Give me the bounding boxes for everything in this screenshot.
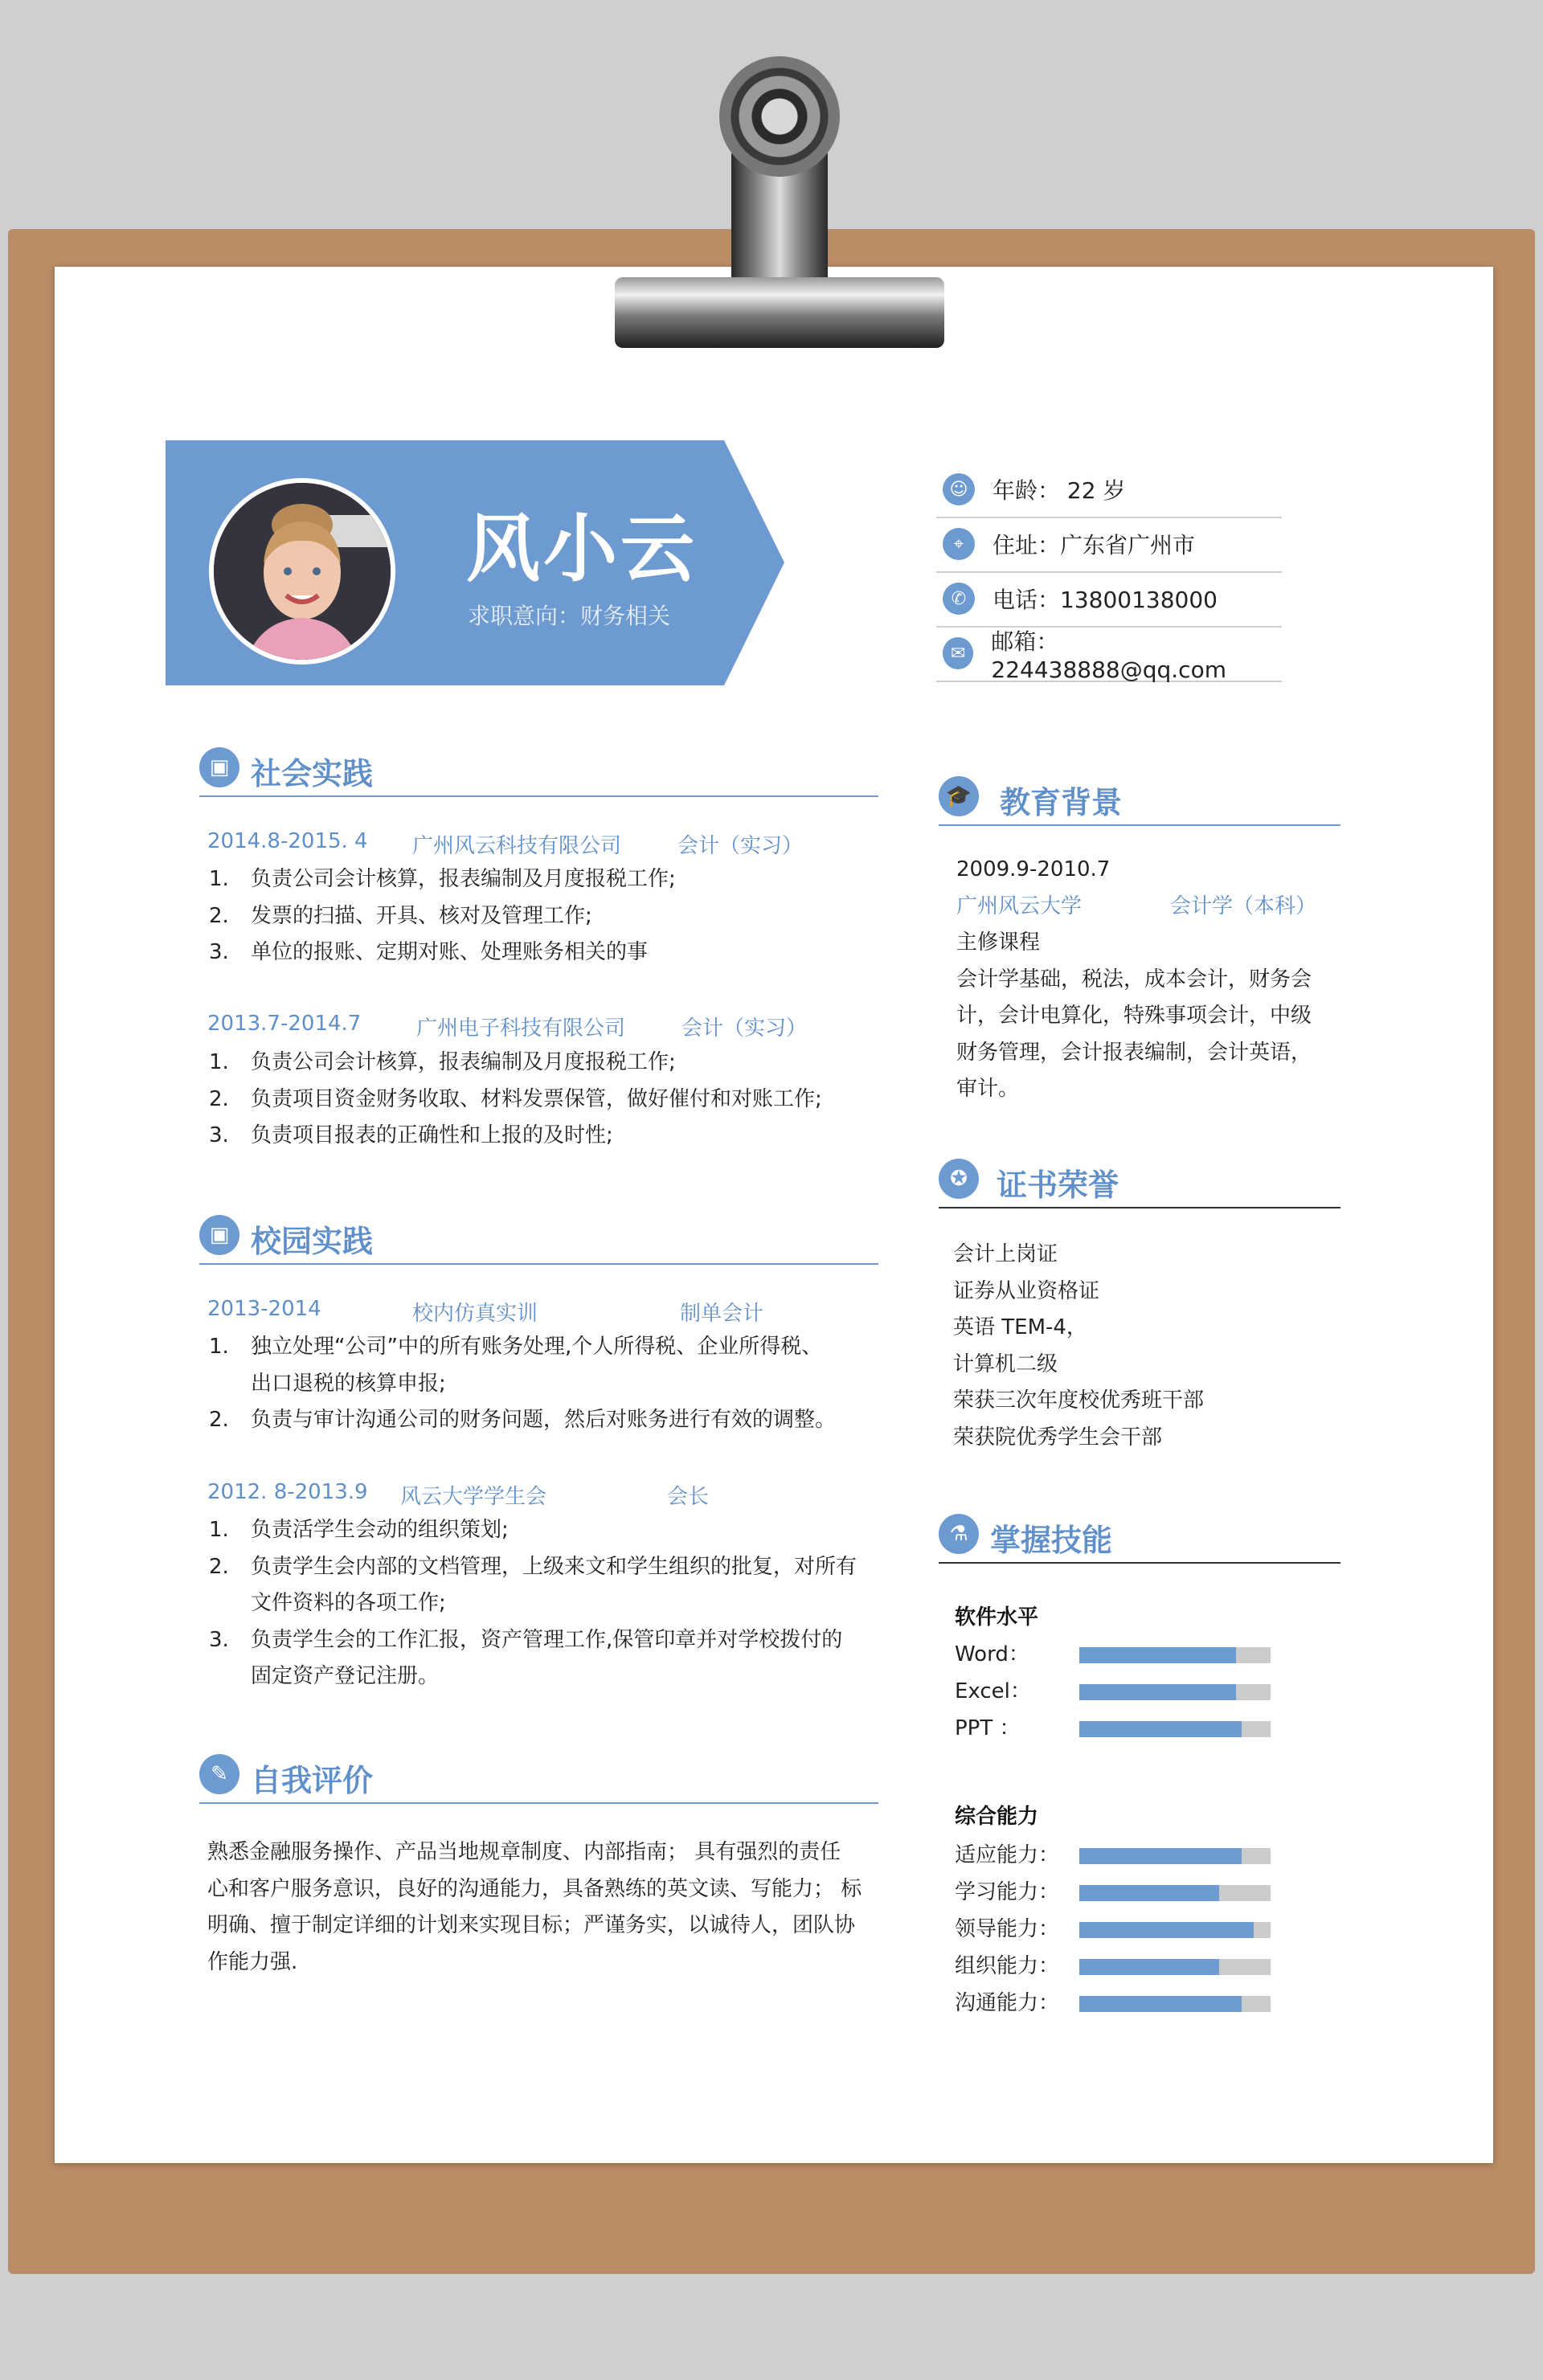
section-self-eval: [199, 1754, 878, 1804]
entry-list: [207, 1512, 857, 1695]
contact-text: 电话：13800138000: [993, 587, 1218, 613]
skill-track: [1079, 1922, 1271, 1938]
skill-fill: [1079, 1959, 1219, 1975]
self-eval-text: 熟悉金融服务操作、产品当地规章制度、内部指南； 具有强烈的责任 心和客户服务意识，良好的沟通能力，具备熟练的英文读、写能力； 标 明确、擅于制定详细的计划来实现目标；严谨务实，以诚待人，团队协 作能力强.: [207, 1840, 862, 1974]
edit-icon: ✎: [199, 1754, 239, 1794]
section-title: 证书荣誉: [997, 1168, 1119, 1203]
list-item: 2. 发票的扫描、开具、核对及管理工作;: [209, 903, 592, 928]
skill-track: [1079, 1885, 1271, 1901]
skill-fill: [1079, 1885, 1219, 1901]
software-title: 软件水平: [955, 1605, 1039, 1630]
education-date: 2009.9-2010.7: [956, 857, 1111, 881]
section-title: 掌握技能: [990, 1523, 1113, 1558]
cert-item: 会计上岗证: [953, 1242, 1058, 1266]
briefcase-icon: ▣: [199, 1215, 239, 1255]
avatar: [209, 478, 395, 665]
skill-track: [1079, 1721, 1271, 1737]
skill-fill: [1079, 1647, 1236, 1663]
list-item-continued: 文件资料的各项工作;: [251, 1591, 446, 1615]
list-item: 1. 独立处理“公司”中的所有账务处理,个人所得税、企业所得税、: [209, 1335, 823, 1359]
list-item: 2. 负责学生会内部的文档管理，上级来文和学生组织的批复，对所有: [209, 1554, 857, 1579]
skill-fill: [1079, 1684, 1236, 1700]
entry-role: 会计（实习）: [677, 834, 804, 858]
contact-address: [936, 517, 1282, 573]
education-school-row: [956, 889, 1317, 926]
certs-list: [953, 1237, 1204, 1456]
skill-fill: [1079, 1721, 1242, 1737]
skill-track: [1079, 1684, 1271, 1700]
entry-list: [207, 861, 676, 971]
section-social: [199, 747, 878, 797]
skill-ppt: [955, 1710, 1284, 1742]
skill-fill: [1079, 1922, 1254, 1938]
skill-fill: [1079, 1848, 1242, 1864]
ability-title: 综合能力: [955, 1805, 1039, 1829]
list-item: 3. 负责项目报表的正确性和上报的及时性;: [209, 1123, 613, 1147]
contact-text: 邮箱：224438888@qq.com: [991, 628, 1226, 683]
cert-item: 证券从业资格证: [953, 1278, 1100, 1303]
list-item-continued: 固定资产登记注册。: [251, 1664, 440, 1688]
cert-item: 荣获院优秀学生会干部: [953, 1425, 1163, 1450]
skill-fill: [1079, 1996, 1242, 2012]
list-item: 1. 负责公司会计核算，报表编制及月度报税工作;: [209, 1050, 676, 1074]
entry-date: 2014.8-2015. 4: [207, 829, 368, 853]
skill-label: PPT ：: [955, 1716, 1021, 1740]
entry-list: [207, 1045, 822, 1155]
job-intent: 求职意向：财务相关: [468, 603, 671, 629]
clip-base: [615, 277, 944, 348]
entry-date: 2013-2014: [207, 1297, 321, 1321]
school: 广州风云大学: [956, 894, 1083, 918]
section-title: 社会实践: [251, 756, 374, 791]
graduation-cap-icon: 🎓: [939, 776, 979, 816]
flask-icon: ⚗: [939, 1514, 979, 1554]
education-block: 2009.9-2010.7 广州风云大学 会计学（本科） 主修课程 会计学基础，税法，成本会计，财务会 计，会计电算化，特殊事项会计，中级 财务管理，会计报表编制，会计英语， 审计。: [956, 852, 1312, 1108]
entry-role: 会计（实习）: [681, 1016, 808, 1041]
section-skills: [939, 1514, 1340, 1564]
skill-track: [1079, 1848, 1271, 1864]
location-pin-icon: ⌖: [943, 528, 975, 560]
section-education: [939, 776, 1340, 826]
skill-track: [1079, 1996, 1271, 2012]
skill-track: [1079, 1647, 1271, 1663]
contact-email: [936, 626, 1282, 682]
cert-item: 英语 TEM-4，: [953, 1315, 1087, 1339]
skill-learn: [955, 1874, 1284, 1906]
section-campus: [199, 1215, 878, 1265]
list-item: 2. 负责项目资金财务收取、材料发票保管，做好催付和对账工作;: [209, 1086, 822, 1111]
entry-org: 广州风云科技有限公司: [412, 834, 622, 858]
briefcase-icon: ▣: [199, 747, 239, 787]
entry-role: 会长: [667, 1485, 710, 1509]
entry-list: [207, 1329, 836, 1439]
list-item-continued: 出口退税的核算申报;: [251, 1371, 446, 1396]
skill-label: 领导能力：: [955, 1917, 1060, 1941]
skill-organize: [955, 1948, 1284, 1980]
section-title: 自我评价: [251, 1763, 374, 1798]
skill-label: 组织能力：: [955, 1954, 1060, 1978]
contact-age: [936, 462, 1282, 518]
binder-clip-icon: [719, 56, 840, 177]
cert-item: 荣获三次年度校优秀班干部: [953, 1388, 1205, 1413]
entry-org: 风云大学学生会: [400, 1485, 547, 1509]
list-item: 3. 单位的报账、定期对账、处理账务相关的事: [209, 940, 649, 964]
entry-date: 2013.7-2014.7: [207, 1012, 362, 1036]
skill-label: Word：: [955, 1642, 1029, 1666]
list-item: 2. 负责与审计沟通公司的财务问题，然后对账务进行有效的调整。: [209, 1408, 837, 1432]
skill-communicate: [955, 1985, 1284, 2017]
skill-label: 沟通能力：: [955, 1991, 1060, 2015]
courses-label: 主修课程: [956, 930, 1041, 955]
skill-label: 适应能力：: [955, 1843, 1060, 1867]
entry-date: 2012. 8-2013.9: [207, 1480, 368, 1504]
award-ribbon-icon: ✪: [939, 1159, 979, 1199]
entry-role: 制单会计: [680, 1302, 764, 1326]
phone-icon: ✆: [943, 583, 975, 615]
skill-lead: [955, 1911, 1284, 1943]
skill-excel: [955, 1673, 1284, 1705]
section-certs: [939, 1159, 1340, 1208]
major: 会计学（本科）: [1170, 894, 1317, 918]
contact-text: 年龄： 22 岁: [993, 477, 1126, 504]
entry-org: 校内仿真实训: [412, 1302, 538, 1326]
contact-text: 住址：广东省广州市: [993, 532, 1196, 558]
skill-adapt: [955, 1837, 1284, 1869]
entry-org: 广州电子科技有限公司: [416, 1016, 626, 1041]
list-item: 3. 负责学生会的工作汇报，资产管理工作,保管印章并对学校拨付的: [209, 1627, 843, 1652]
mail-icon: ✉: [943, 637, 973, 669]
contact-phone: [936, 571, 1282, 628]
section-title: 校园实践: [251, 1224, 374, 1259]
user-icon: ☺: [943, 473, 975, 505]
list-item: 1. 负责公司会计核算，报表编制及月度报税工作;: [209, 867, 676, 891]
cert-item: 计算机二级: [953, 1352, 1058, 1376]
skill-track: [1079, 1959, 1271, 1975]
skill-label: 学习能力：: [955, 1880, 1060, 1904]
candidate-name: 风小云: [466, 506, 698, 592]
section-title: 教育背景: [1000, 785, 1123, 820]
list-item: 1. 负责活学生会动的组织策划;: [209, 1518, 509, 1542]
skill-word: [955, 1636, 1284, 1668]
skill-label: Excel：: [955, 1679, 1031, 1703]
